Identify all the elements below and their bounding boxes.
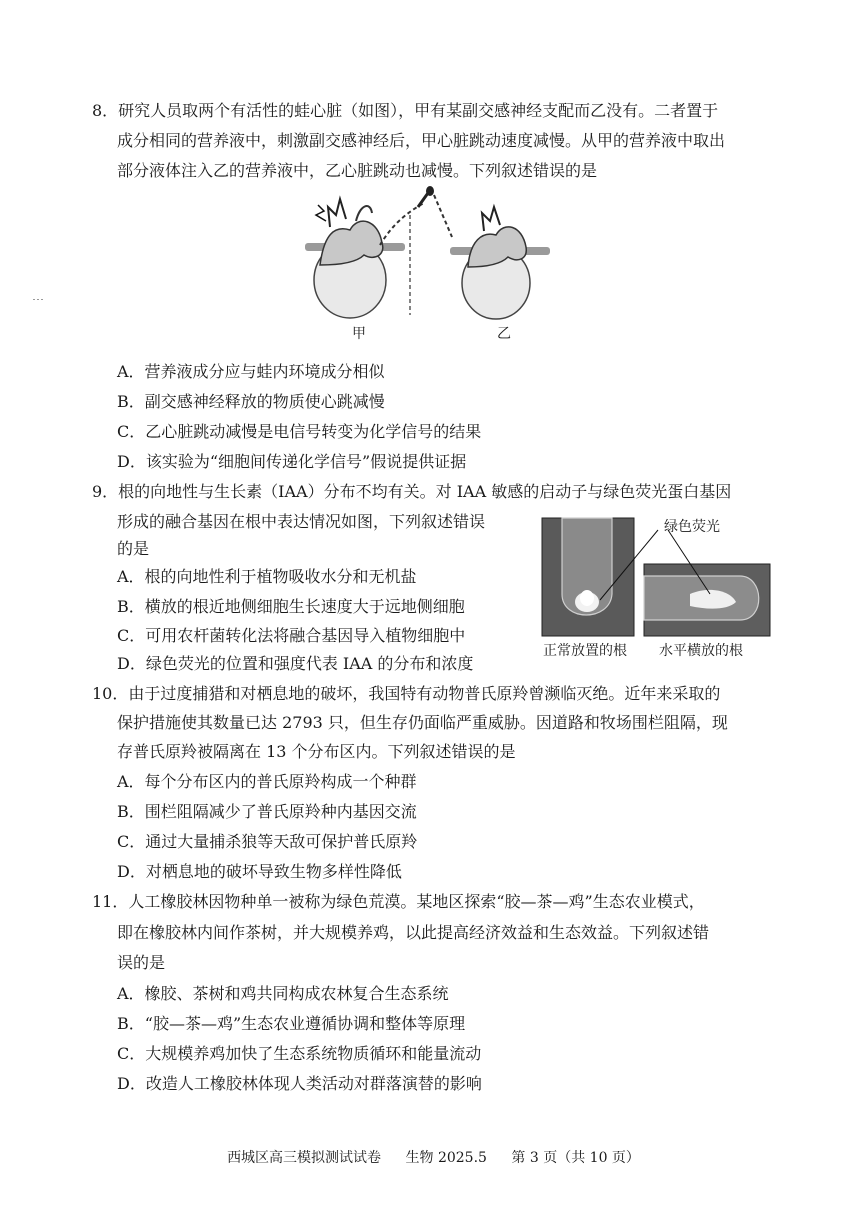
figure-label-left: 甲 (352, 326, 366, 342)
scan-speck (33, 298, 43, 301)
q10-option-d: D．对栖息地的破坏导致生物多样性降低 (117, 862, 402, 881)
q11-option-c: C．大规模养鸡加快了生态系统物质循环和能量流动 (117, 1044, 482, 1063)
pipette-icon (380, 186, 452, 245)
q9-option-a: A．根的向地性利于植物吸收水分和无机盐 (117, 567, 417, 586)
root-fluorescence-figure (540, 514, 772, 640)
q8-option-d: D．该实验为“细胞间传递化学信号”假说提供证据 (117, 452, 467, 471)
q9-option-b: B．横放的根近地侧细胞生长速度大于远地侧细胞 (117, 597, 465, 616)
q9-stem-line-1: 9．根的向地性与生长素（IAA）分布不均有关。对 IAA 敏感的启动子与绿色荧光蛋白基因 (92, 482, 732, 501)
figure-label-right: 乙 (497, 326, 511, 342)
q8-stem-line-3: 部分液体注入乙的营养液中，乙心脏跳动也减慢。下列叙述错误的是 (117, 161, 598, 180)
q9-stem-line-3: 的是 (117, 539, 150, 558)
q10-stem-line-1: 10．由于过度捕猎和对栖息地的破坏，我国特有动物普氏原羚曾濒临灭绝。近年来采取的 (92, 684, 721, 703)
q10-stem-line-3: 存普氏原羚被隔离在 13 个分布区内。下列叙述错误的是 (117, 742, 516, 761)
q8-option-c: C．乙心脏跳动减慢是电信号转变为化学信号的结果 (117, 422, 482, 441)
q9-option-d: D．绿色荧光的位置和强度代表 IAA 的分布和浓度 (117, 654, 474, 673)
q8-stem-line-1: 8．研究人员取两个有活性的蛙心脏（如图），甲有某副交感神经支配而乙没有。二者置于 (92, 101, 719, 120)
q11-option-a: A．橡胶、茶树和鸡共同构成农林复合生态系统 (117, 984, 449, 1003)
q11-stem-line-2: 即在橡胶林内间作茶树，并大规模养鸡，以此提高经济效益和生态效益。下列叙述错 (117, 923, 710, 942)
footer-subject: 生物 2025.5 (405, 1150, 487, 1166)
q8-stem-line-2: 成分相同的营养液中，刺激副交感神经后，甲心脏跳动速度减慢。从甲的营养液中取出 (117, 131, 726, 150)
q11-option-d: D．改造人工橡胶林体现人类活动对群落演替的影响 (117, 1074, 482, 1093)
normal-root-caption: 正常放置的根 (543, 643, 627, 659)
footer-exam-name: 西城区高三模拟测试试卷 (227, 1150, 382, 1166)
q11-stem-line-3: 误的是 (117, 953, 166, 972)
frog-hearts-figure (300, 185, 560, 320)
page-footer (0, 1147, 867, 1167)
q9-option-c: C．可用农杆菌转化法将融合基因导入植物细胞中 (117, 626, 466, 645)
heart-left-icon (305, 199, 405, 318)
q10-option-b: B．围栏阻隔减少了普氏原羚种内基因交流 (117, 802, 417, 821)
q9-stem-line-2: 形成的融合基因在根中表达情况如图，下列叙述错误 (117, 512, 486, 531)
q10-option-a: A．每个分布区内的普氏原羚构成一个种群 (117, 772, 417, 791)
horizontal-root-caption: 水平横放的根 (659, 643, 743, 659)
q11-option-b: B．“胶—茶—鸡”生态农业遵循协调和整体等原理 (117, 1014, 466, 1033)
heart-right-icon (450, 207, 550, 319)
horizontal-root-image (644, 564, 770, 636)
fluorescence-label: 绿色荧光 (664, 519, 720, 535)
q10-stem-line-2: 保护措施使其数量已达 2793 只，但生存仍面临严重威胁。因道路和牧场围栏阻隔，现 (117, 713, 728, 732)
q11-stem-line-1: 11．人工橡胶林因物种单一被称为绿色荒漠。某地区探索“胶—茶—鸡”生态农业模式， (92, 892, 705, 911)
footer-page-number: 第 3 页（共 10 页） (511, 1150, 640, 1166)
q8-option-a: A．营养液成分应与蛙内环境成分相似 (117, 362, 385, 381)
q10-option-c: C．通过大量捕杀狼等天敌可保护普氏原羚 (117, 832, 418, 851)
normal-root-image (542, 518, 634, 636)
q8-option-b: B．副交感神经释放的物质使心跳减慢 (117, 392, 385, 411)
